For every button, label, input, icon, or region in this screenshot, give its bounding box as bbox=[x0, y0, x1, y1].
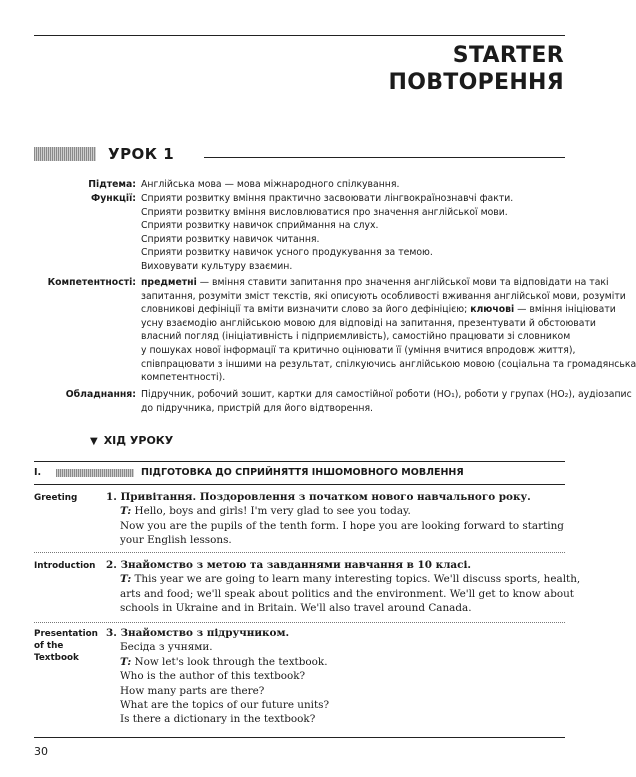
dotted-divider bbox=[34, 622, 565, 623]
equipment-label: Обладнання: bbox=[65, 389, 136, 400]
stage-heading: 2. Знайомство з метою та завданнями навчання в 10 класі. bbox=[106, 559, 472, 571]
function-item: Сприяти розвитку вміння практично засвоювати лінгвокраїнознавчі факти. bbox=[141, 193, 514, 204]
hatch-decoration bbox=[34, 147, 96, 161]
lesson-title-bar bbox=[34, 144, 565, 164]
competencies-text: предметні — вміння ставити запитання про значення англійської мови та відповідати на такі запитання, розуміти зміст текстів, які описують особливості вживання англійської мови, розуміти словникові дефініції та вміти визначити слово за його дефініцією; ключові — вміння ініціювати усну взаємодію англійською мовою для відповіді на запитання, презентувати й обстоювати власний погляд (ініціативність і підприємливість), самостійно працювати зі словником у пошуках нової інформації та критично оцінювати її (уміння вчитися впродовж життя), співпрацювати з іншими на результат, спілкуючись англійською мовою (соціальна та громадянська компетентності). bbox=[141, 277, 636, 384]
stage-side-label: Introduction bbox=[34, 561, 96, 571]
hatch-decoration bbox=[56, 469, 134, 477]
dotted-divider bbox=[34, 552, 565, 553]
triangle-down-icon: ▼ bbox=[90, 436, 98, 447]
theme-value: Англійська мова — мова міжнародного спілкування. bbox=[141, 179, 400, 190]
stage-side-label: Greeting bbox=[34, 493, 78, 503]
lesson-rule bbox=[204, 157, 565, 158]
stage-heading: 3. Знайомство з підручником. bbox=[106, 627, 290, 639]
teacher-speaker: T: bbox=[120, 573, 132, 586]
key-competence-term: ключові bbox=[470, 304, 515, 316]
section-heading bbox=[34, 466, 565, 480]
page-number: 30 bbox=[34, 745, 48, 758]
equipment-text: Підручник, робочий зошит, картки для самостійної роботи (НО₁), роботи у групах (НО₂), аудіозапис до підручника, пристрій для його відтворення. bbox=[141, 389, 632, 414]
competencies-label: Компетентності: bbox=[47, 277, 136, 288]
subject-competence-term: предметні bbox=[141, 277, 197, 288]
chapter-title-line1: STARTER bbox=[452, 43, 564, 68]
stage-heading: 1. Привітання. Поздоровлення з початком нового навчального року. bbox=[106, 491, 531, 503]
section-bottom-rule bbox=[34, 484, 565, 485]
function-item: Виховувати культуру взаємин. bbox=[141, 260, 293, 272]
section-number: I. bbox=[34, 467, 42, 478]
theme-label: Підтема: bbox=[88, 179, 136, 190]
teacher-speaker: T: bbox=[120, 655, 132, 668]
bottom-rule bbox=[34, 737, 565, 738]
lesson-title: УРОК 1 bbox=[108, 145, 175, 163]
teacher-speaker: T: bbox=[120, 505, 132, 518]
section-top-rule bbox=[34, 461, 565, 462]
stage-intro: Бесіда з учнями. bbox=[120, 641, 213, 654]
chapter-title-line2: ПОВТОРЕННЯ bbox=[388, 70, 564, 95]
course-heading: ▼ ХІД УРОКУ bbox=[90, 434, 174, 447]
section-title: ПІДГОТОВКА ДО СПРИЙНЯТТЯ ІНШОМОВНОГО МОВЛЕННЯ bbox=[141, 467, 464, 478]
functions-label: Функції: bbox=[91, 193, 136, 204]
stage-body: 2. Знайомство з метою та завданнями навчання в 10 класі. T: This year we are going to learn many interesting topics. We'll discuss sports, health, arts and food; we'll speak about politics and the environment. We'll get to know about schools in Ukraine and in Britain. We'll also travel around Canada. bbox=[106, 559, 581, 615]
stage-side-label: Presentation of the Textbook bbox=[34, 629, 98, 663]
chapter-header bbox=[388, 42, 564, 96]
stage-body: 1. Привітання. Поздоровлення з початком нового навчального року. T: Hello, boys and girls! I'm very glad to see you today. Now you are the pupils of the tenth form. I hope you are looking forward to starting your English lessons. bbox=[106, 490, 566, 548]
top-rule bbox=[34, 35, 565, 36]
function-item: Сприяти розвитку навичок усного продукування за темою. bbox=[141, 247, 433, 259]
function-item: Сприяти розвитку вміння висловлюватися про значення англійської мови. bbox=[141, 206, 508, 218]
stage-body: 3. Знайомство з підручником. Бесіда з учнями. T: Now let's look through the textbook. Who is the author of this textbook? How many parts are there? What are the topics of our future units? Is there a dictionary in the textbook? bbox=[106, 626, 566, 727]
function-item: Сприяти розвитку навичок сприймання на слух. bbox=[141, 220, 379, 232]
functions-list bbox=[141, 192, 563, 274]
function-item: Сприяти розвитку навичок читання. bbox=[141, 233, 320, 245]
